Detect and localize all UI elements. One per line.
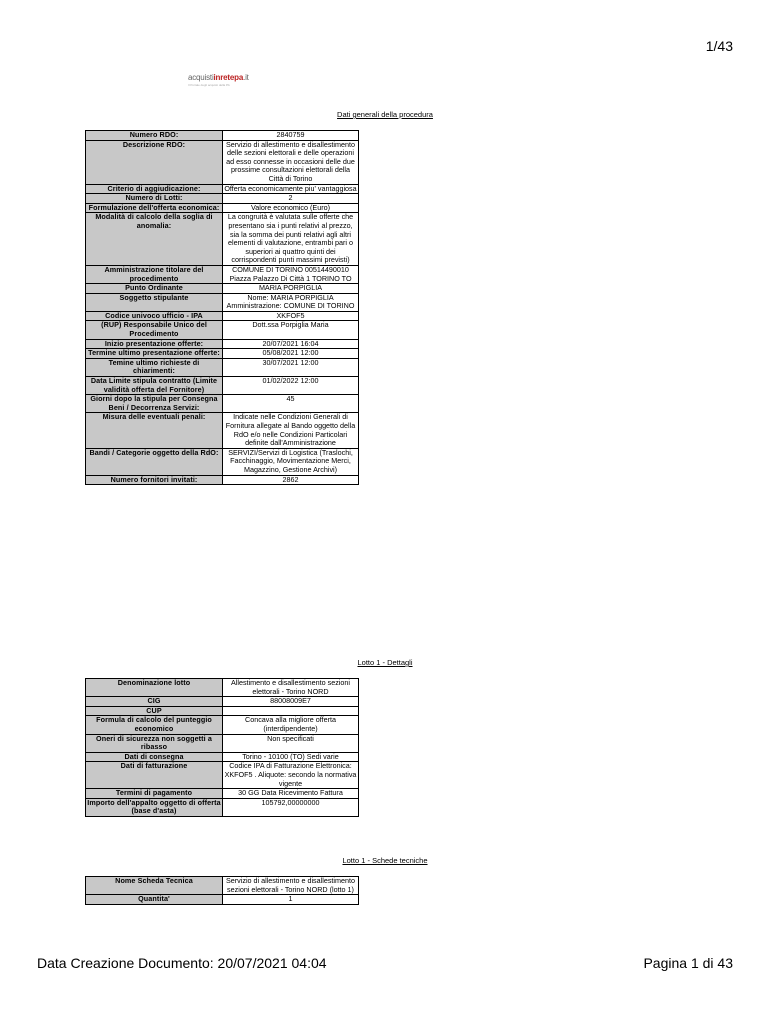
table-row xyxy=(86,475,359,485)
field-label: Dati di consegna xyxy=(86,752,223,762)
field-label: Codice univoco ufficio - IPA xyxy=(86,311,223,321)
table-row xyxy=(86,413,359,448)
field-label: CUP xyxy=(86,706,223,716)
logo-text-brand: retepa xyxy=(220,73,244,82)
field-label: Denominazione lotto xyxy=(86,679,223,697)
field-value: XKFOF5 xyxy=(223,311,359,321)
field-value: Non specificati xyxy=(223,734,359,752)
field-label: (RUP) Responsabile Unico del Procedimento xyxy=(86,321,223,339)
field-value: 20/07/2021 16:04 xyxy=(223,339,359,349)
field-value: 1 xyxy=(223,895,359,905)
lot1-details-table xyxy=(85,678,359,817)
field-value: Servizio di allestimento e disallestimento delle sezioni elettorali e delle operazioni ad esso connesse in occasioni delle due prossime consultazioni elettorali della Città di Torino xyxy=(223,140,359,184)
field-value: SERVIZI/Servizi di Logistica (Traslochi, Facchinaggio, Movimentazione Merci, Magazzino, Gestione Archivi) xyxy=(223,448,359,475)
field-label: Nome Scheda Tecnica xyxy=(86,877,223,895)
field-value: MARIA PORPIGLIA xyxy=(223,284,359,294)
field-value: Offerta economicamente piu' vantaggiosa xyxy=(224,183,357,193)
table-row xyxy=(86,131,359,141)
field-label: Importo dell'appalto oggetto di offerta (base d'asta) xyxy=(87,797,221,816)
field-value: Concava alla migliore offerta (interdipendente) xyxy=(223,716,359,734)
table-row xyxy=(86,895,359,905)
table-row xyxy=(86,395,359,413)
field-value: COMUNE DI TORINO 00514490010 Piazza Palazzo Di Città 1 TORINO TO xyxy=(223,265,359,283)
field-label: Termini di pagamento xyxy=(86,789,223,799)
field-label: Punto Ordinante xyxy=(86,284,223,294)
field-label: Numero di Lotti: xyxy=(86,194,223,204)
field-value: 30 GG Data Ricevimento Fattura xyxy=(223,789,359,799)
field-value: 88008009E7 xyxy=(223,697,359,707)
field-value: 2840759 xyxy=(223,131,359,141)
field-value: Servizio di allestimento e disallestimento sezioni elettorali - Torino NORD (lotto 1) xyxy=(223,877,359,895)
field-label: Descrizione RDO: xyxy=(86,140,223,184)
field-value: 45 xyxy=(223,395,359,413)
field-value: 2 xyxy=(223,194,359,204)
field-label: Dati di fatturazione xyxy=(86,762,223,789)
field-label: Numero RDO: xyxy=(86,131,223,141)
acquistinretepa-logo xyxy=(188,73,249,87)
field-value: 01/02/2022 12:00 xyxy=(223,377,359,395)
field-value: 105792,00000000 xyxy=(223,798,359,816)
field-label: Giorni dopo la stipula per Consegna Beni / Decorrenza Servizi: xyxy=(86,395,223,413)
field-label: Amministrazione titolare del procedimento xyxy=(86,265,223,283)
field-label: Misura delle eventuali penali: xyxy=(86,413,223,448)
field-value: Codice IPA di Fatturazione Elettronica: XKFOF5 . Aliquote: secondo la normativa vigente xyxy=(223,762,359,789)
field-value: Indicate nelle Condizioni Generali di Fornitura allegate al Bando oggetto della RdO e/o nelle Condizioni Particolari definite dall'Amministrazione xyxy=(223,413,359,448)
table-row xyxy=(86,734,359,752)
field-label: Quantita' xyxy=(86,895,223,905)
table-row xyxy=(86,358,359,376)
table-row xyxy=(86,789,359,799)
section-title-lot1-tech-sheets: Lotto 1 - Schede tecniche xyxy=(342,856,428,865)
table-row xyxy=(86,877,359,895)
field-value: Nome: MARIA PORPIGLIA Amministrazione: COMUNE DI TORINO xyxy=(223,293,359,311)
table-row xyxy=(86,679,359,697)
field-label: Temine ultimo richieste di chiarimenti: xyxy=(86,358,223,376)
table-row xyxy=(86,194,359,204)
field-value: Valore economico (Euro) xyxy=(223,203,359,213)
field-value: La congruità è valutata sulle offerte che presentano sia i punti relativi al prezzo, sia la somma dei punti relativi agli altri elementi di valutazione, entrambi pari o superiori ai quattro quinti dei corrispondenti punti massimi previsti) xyxy=(223,213,359,266)
field-label: Bandi / Categorie oggetto della RdO: xyxy=(86,448,223,475)
field-value: 2862 xyxy=(223,475,359,485)
table-row xyxy=(86,716,359,734)
field-label: Numero fornitori invitati: xyxy=(86,475,223,485)
table-row xyxy=(86,140,359,184)
field-label: Formula di calcolo del punteggio economico xyxy=(86,716,223,734)
section-title-general: Dati generali della procedura xyxy=(337,110,433,119)
table-row xyxy=(86,265,359,283)
field-value: Dott.ssa Porpiglia Maria xyxy=(223,321,359,339)
field-label: Oneri di sicurezza non soggetti a ribasso xyxy=(86,734,223,752)
table-row xyxy=(86,284,359,294)
page-indicator: 1/43 xyxy=(705,38,733,54)
table-row xyxy=(86,762,359,789)
table-row xyxy=(86,377,359,395)
document-creation-date: Data Creazione Documento: 20/07/2021 04:04 xyxy=(37,955,327,971)
logo-text-prefix: acquisti xyxy=(188,73,214,82)
field-label: Soggetto stipulante xyxy=(86,293,223,311)
table-row xyxy=(86,293,359,311)
field-label: Data Limite stipula contratto (Limite validità offerta del Fornitore) xyxy=(86,377,223,395)
field-label: Criterio di aggiudicazione: xyxy=(86,184,223,194)
table-row xyxy=(86,798,359,816)
field-label: Modalità di calcolo della soglia di anomalia: xyxy=(86,213,223,266)
table-row xyxy=(86,448,359,475)
field-value: Allestimento e disallestimento sezioni elettorali - Torino NORD xyxy=(223,679,359,697)
page-number: Pagina 1 di 43 xyxy=(643,955,733,971)
field-label: Inizio presentazione offerte: xyxy=(86,339,223,349)
table-row xyxy=(86,213,359,266)
section-title-lot1-details: Lotto 1 - Dettagli xyxy=(357,658,413,667)
field-value: 05/08/2021 12:00 xyxy=(223,349,359,359)
logo-text-mid: in xyxy=(213,73,221,82)
table-row xyxy=(86,697,359,707)
logo-text-suffix: .it xyxy=(243,73,249,82)
field-label: CIG xyxy=(86,697,223,707)
field-value: Torino - 10100 (TO) Sedi varie xyxy=(223,752,359,762)
lot1-tech-sheets-table xyxy=(85,876,359,905)
field-label: Formulazione dell'offerta economica: xyxy=(86,203,223,213)
logo-subtitle: Il Portale degli acquisti della PA xyxy=(188,83,230,87)
table-row xyxy=(86,349,359,359)
table-row xyxy=(86,321,359,339)
field-label: Termine ultimo presentazione offerte: xyxy=(86,349,223,359)
field-value: 30/07/2021 12:00 xyxy=(223,358,359,376)
general-data-table xyxy=(85,130,359,485)
